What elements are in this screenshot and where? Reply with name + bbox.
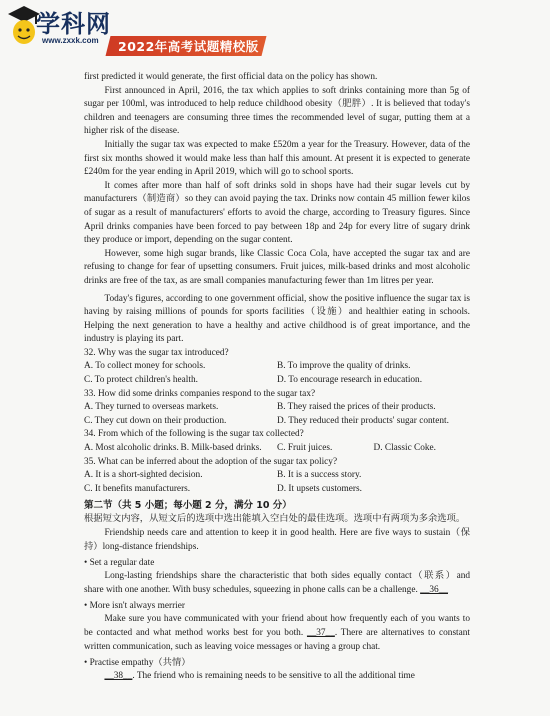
question-stem: 33. How did some drinks companies respond to the sugar tax? — [84, 388, 316, 399]
option-b[interactable]: B. They raised the prices of their products. — [277, 402, 436, 413]
paragraph-37-before: Make sure you have communicated with your friend about how frequently each of you wants to be contacted and what method works best for you both. — [84, 614, 470, 638]
section-instruction: 根据短文内容，从短文后的选项中选出能填入空白处的最佳选项。选项中有两项为多余选项。 — [84, 514, 466, 525]
section-title: 第二节（共 5 小题；每小题 2 分，满分 10 分） — [84, 500, 292, 512]
option-d[interactable]: D. Classic Coke. — [373, 443, 436, 454]
paragraph-4: However, some high sugar brands, like Classic Coca Cola, have accepted the sugar tax and are refusing to change for fear of upsetting consumers. Fruit juices, milk-based drinks and most alcoholic drinks are free of the tax, as are small companies manufacturing fewer than 1m litres per year. — [84, 248, 470, 286]
exam-banner-text: 2022年高考试题精校版 — [118, 39, 259, 54]
option-d[interactable]: D. They reduced their products' sugar content. — [277, 415, 449, 426]
question-34 — [84, 428, 470, 455]
subheading-regular-date: • Set a regular date — [84, 558, 155, 569]
subheading-more-merrier: • More isn't always merrier — [84, 601, 185, 612]
question-stem: 34. From which of the following is the sugar tax collected? — [84, 429, 304, 440]
option-a[interactable]: A. To collect money for schools. — [84, 361, 206, 372]
site-url[interactable]: www.zxxk.com — [42, 36, 99, 45]
question-32 — [84, 347, 470, 388]
paragraph-36-text: Long-lasting friendships share the characteristic that both sides equally contact（联系）and share with one another. With busy schedules, squeezing in phone calls can be a challenge. — [84, 571, 470, 595]
paragraph-38-text: . The friend who is remaining needs to be sensitive to all the additional time — [132, 671, 415, 682]
paragraph-37 — [84, 613, 470, 654]
paragraph-37-after: . There are alternatives to constant written communication, such as leaving voice messages or having a group chat. — [84, 627, 470, 652]
site-logo[interactable]: 学科网 — [36, 10, 111, 38]
paragraph-36 — [84, 570, 470, 597]
subheading-empathy: • Practise empathy（共情） — [84, 658, 191, 669]
option-b[interactable]: B. It is a success story. — [277, 470, 362, 481]
option-d[interactable]: D. It upsets customers. — [277, 483, 362, 494]
option-c[interactable]: C. They cut down on their production. — [84, 415, 227, 426]
paragraph-3: It comes after more than half of soft drinks sold in shops have had their sugar levels cut by manufacturers（制造商）so they can avoid paying the tax. Drinks now contain 45 million fewer kilos of sugar as a result of manufacturers' efforts to avoid the charge, according to Treasury figures. Since April drinks companies have been forced to pay between 18p and 24p for every litre of sugary drink they produce or import, depending on the sugar content. — [84, 180, 470, 246]
blank-38[interactable]: __38__ — [104, 671, 133, 682]
question-stem: 32. Why was the sugar tax introduced? — [84, 347, 229, 358]
option-b[interactable]: B. Milk-based drinks. — [180, 443, 262, 454]
option-c[interactable]: C. It benefits manufacturers. — [84, 483, 191, 494]
question-35 — [84, 456, 470, 497]
blank-37[interactable]: __37__ — [306, 627, 335, 638]
paragraph-2: Initially the sugar tax was expected to make £520m a year for the Treasury. However, data of the first six months showed it would make less than half this amount. At present it is expected to generate £240m for the year ending in April 2019, which will go to school sports. — [84, 139, 470, 178]
question-33 — [84, 388, 470, 429]
section-intro: Friendship needs care and attention to keep it in good health. Here are five ways to sustain（保持）long-distance friendships. — [84, 528, 470, 552]
option-a[interactable]: A. Most alcoholic drinks. — [84, 443, 179, 454]
option-a[interactable]: A. They turned to overseas markets. — [84, 402, 219, 413]
page-header — [0, 0, 550, 66]
blank-36[interactable]: __36__ — [420, 584, 448, 595]
option-d[interactable]: D. To encourage research in education. — [277, 375, 423, 386]
paragraph-1: First announced in April, 2016, the tax which applies to soft drinks containing more than 5g of sugar per 100ml, was introduced to help reduce childhood obesity（肥胖）. It is believed that today's children and teenagers are consuming three times the recommended level of sugar, putting them at a higher risk of the disease. — [84, 85, 470, 137]
paragraph-0: first predicted it would generate, the first official data on the policy has shown. — [84, 72, 378, 82]
paragraph-38 — [84, 670, 470, 684]
question-stem: 35. What can be inferred about the adoption of the sugar tax policy? — [84, 456, 338, 467]
option-c[interactable]: C. Fruit juices. — [277, 443, 333, 454]
passage-content — [84, 71, 470, 684]
option-a[interactable]: A. It is a short-sighted decision. — [84, 470, 203, 481]
option-b[interactable]: B. To improve the quality of drinks. — [277, 361, 411, 372]
paragraph-5: Today's figures, according to one government official, show the positive influence the sugar tax is having by raising millions of pounds for sports facilities（设施）and healthier eating in schools. Helping the next generation to have a healthy and active childhood is of great importance, and the industry is playing its part. — [84, 293, 470, 345]
option-c[interactable]: C. To protect children's health. — [84, 375, 198, 386]
